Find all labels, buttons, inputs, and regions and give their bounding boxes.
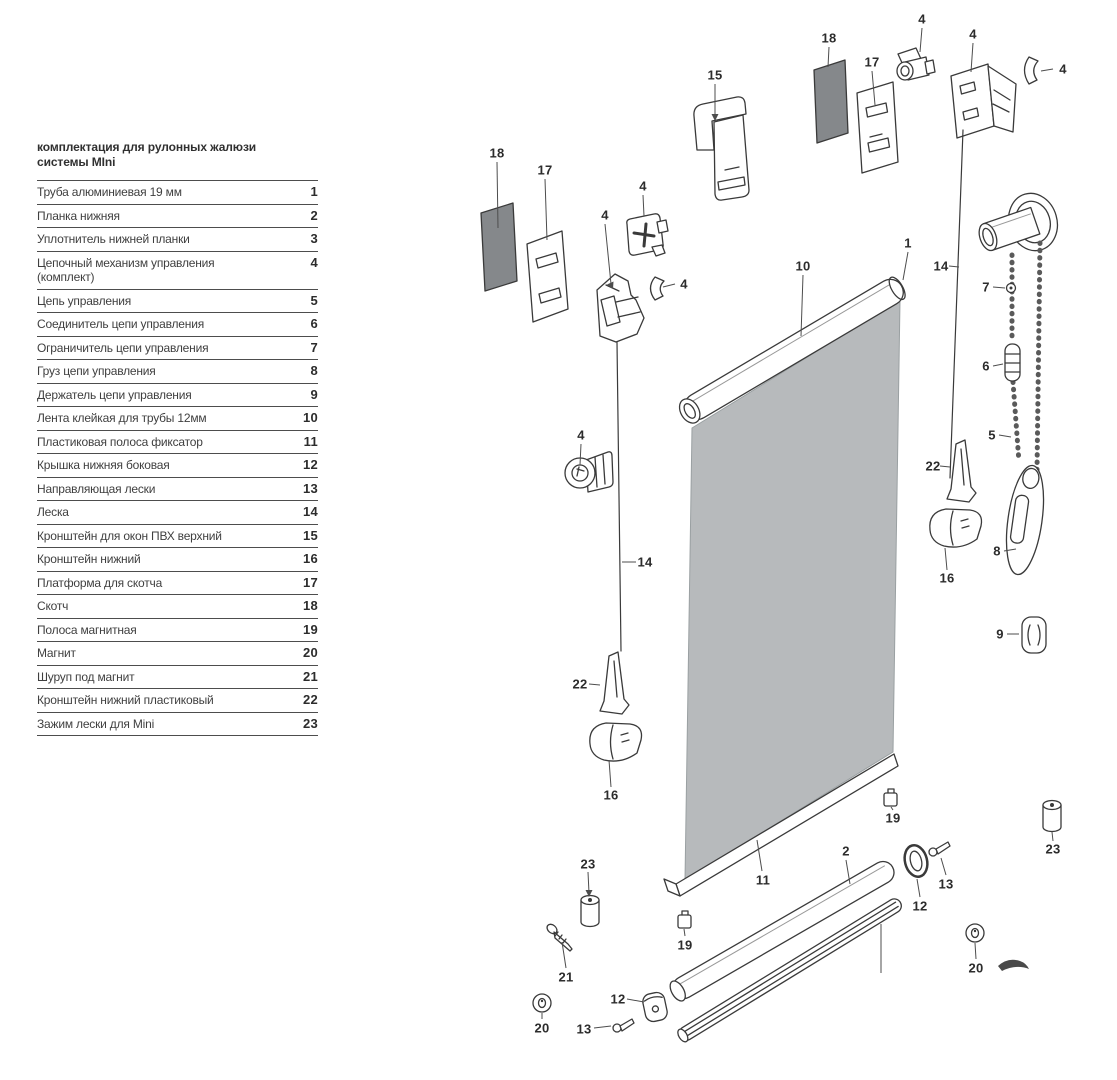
part-callout: 7 (982, 279, 990, 295)
part-8-weight-graphic (1001, 463, 1050, 577)
part-number: 18 (302, 598, 318, 613)
part-number: 14 (302, 504, 318, 519)
part-20-magnet-graphic (966, 924, 984, 942)
part-12-side-cap-right-graphic (901, 843, 930, 879)
part-callout: 11 (755, 872, 771, 888)
parts-list-title-line2: системы MIni (37, 155, 116, 169)
part-name: Цепь управления (37, 293, 132, 308)
part-name: Кронштейн нижний пластиковый (37, 693, 214, 707)
part-callout: 23 (580, 856, 596, 872)
part-name: Ограничитель цепи управления (37, 340, 209, 355)
part-15-top-bracket-graphic (694, 97, 749, 200)
part-callout: 20 (534, 1020, 550, 1036)
part-4-control-bracket-graphic (597, 274, 644, 342)
part-name: Магнит (37, 646, 76, 660)
part-callout: 16 (939, 570, 955, 586)
part-number: 23 (302, 715, 318, 731)
part-7-limiter-graphic (1007, 284, 1016, 293)
parts-list-title-line1: комплектация для рулонных жалюзи (37, 140, 257, 154)
part-name: Лента клейкая для трубы 12мм (37, 411, 207, 425)
part-callout: 19 (885, 810, 901, 826)
part-callout: 14 (933, 258, 949, 274)
part-callout: 4 (918, 11, 926, 27)
part-name: Цепочный механизм управления (комплект) (37, 255, 215, 284)
part-number: 6 (310, 316, 318, 331)
part-19-magnet-strip-graphic (884, 789, 897, 806)
part-number: 13 (302, 480, 318, 496)
part-name: Труба алюминиевая 19 мм (37, 185, 182, 199)
part-4-bracket-graphic (951, 64, 1016, 138)
part-21-screw-graphic (545, 922, 572, 951)
part-callout: 12 (912, 898, 928, 914)
part-name: Пластиковая полоса фиксатор (37, 434, 203, 449)
part-name: Крышка нижняя боковая (37, 458, 170, 472)
part-4-clip-graphic (1025, 57, 1039, 84)
part-17-platform-left-graphic (527, 231, 568, 322)
part-4-clip-left-graphic (651, 277, 665, 300)
part-callout: 4 (601, 207, 609, 223)
chain-control-unit-graphic (976, 188, 1064, 257)
part-callout: 12 (610, 991, 626, 1007)
part-callout: 21 (558, 969, 574, 985)
part-callout: 2 (842, 843, 850, 859)
part-13-line-guide-left-graphic (613, 1019, 634, 1032)
part-name: Держатель цепи управления (37, 387, 192, 402)
part-19-magnet-strip-left-graphic (678, 911, 691, 928)
part-callout: 13 (938, 876, 954, 892)
part-11-strip-end-graphic (664, 879, 680, 896)
part-name: Соединитель цепи управления (37, 317, 205, 331)
part-14-line-right-graphic (950, 130, 963, 478)
part-callout: 14 (637, 554, 653, 570)
part-callout: 9 (996, 626, 1004, 642)
part-name: Шуруп под магнит (37, 669, 135, 684)
part-callout: 22 (925, 458, 941, 474)
part-22-plastic-bracket-left-graphic (600, 652, 629, 714)
part-callout: 17 (537, 162, 553, 178)
part-callout: 16 (603, 787, 619, 803)
part-name: Планка нижняя (37, 208, 120, 223)
part-callout: 8 (993, 543, 1001, 559)
part-name: Полоса магнитная (37, 622, 137, 637)
part-callout: 20 (968, 960, 984, 976)
part-name: Кронштейн нижний (37, 552, 141, 566)
part-number: 1 (310, 184, 318, 199)
part-number: 16 (302, 551, 318, 566)
part-number: 21 (302, 668, 318, 684)
part-callout: 4 (639, 178, 647, 194)
part-16-bottom-bracket-graphic (930, 509, 982, 547)
part-name: Кронштейн для окон ПВХ верхний (37, 528, 222, 543)
part-18-tape-top-graphic (814, 60, 848, 143)
part-4-plus-piece-graphic (627, 214, 668, 256)
part-number: 10 (302, 410, 318, 425)
part-6-connector-graphic (1005, 344, 1020, 381)
part-number: 12 (302, 457, 318, 472)
part-number: 20 (302, 645, 318, 660)
part-callout: 19 (677, 937, 693, 953)
part-name: Направляющая лески (37, 481, 156, 496)
part-name: Уплотнитель нижней планки (37, 232, 190, 246)
part-number: 19 (302, 621, 318, 637)
part-9-chain-holder-graphic (1022, 617, 1046, 653)
part-callout: 10 (795, 258, 811, 274)
part-name: Зажим лески для Mini (37, 716, 155, 731)
part-number: 5 (310, 292, 318, 308)
part-4-plug-graphic (565, 452, 613, 492)
part-number: 22 (302, 692, 318, 707)
part-14-line-left-graphic (617, 342, 621, 651)
part-callout: 4 (680, 276, 688, 292)
part-4-mechanism-piece-graphic (897, 48, 935, 80)
part-number: 4 (310, 254, 318, 270)
part-13-line-guide-right-graphic (929, 842, 950, 856)
seal-sample-graphic (998, 960, 1029, 971)
part-callout: 18 (821, 30, 837, 46)
part-12-side-cap-left-graphic (641, 991, 668, 1023)
part-callout: 15 (707, 67, 723, 83)
part-18-tape-left-graphic (481, 203, 517, 291)
part-callout: 13 (576, 1021, 592, 1037)
part-number: 9 (310, 386, 318, 402)
part-callout: 1 (904, 235, 912, 251)
part-number: 8 (310, 363, 318, 378)
part-name: Груз цепи управления (37, 364, 156, 378)
part-callout: 22 (572, 676, 588, 692)
part-callout: 17 (864, 54, 880, 70)
part-number: 17 (302, 574, 318, 590)
part-name: Платформа для скотча (37, 575, 163, 590)
part-name: Леска (37, 505, 69, 519)
part-20-magnet-left-graphic (533, 994, 551, 1012)
part-callout: 23 (1045, 841, 1061, 857)
part-callout: 4 (969, 26, 977, 42)
part-callout: 4 (1059, 61, 1067, 77)
part-name: Скотч (37, 599, 69, 613)
part-callout: 4 (577, 427, 585, 443)
part-number: 3 (310, 231, 318, 246)
part-number: 15 (302, 527, 318, 543)
part-number: 11 (303, 433, 318, 449)
part-number: 7 (310, 339, 318, 355)
part-17-platform-top-graphic (857, 82, 898, 173)
part-16-bottom-bracket-left-graphic (590, 723, 642, 761)
part-23-line-clamp-left-graphic (581, 896, 599, 927)
part-callout: 6 (982, 358, 990, 374)
part-callout: 5 (988, 427, 996, 443)
part-23-line-clamp-graphic (1043, 801, 1061, 832)
part-callout: 18 (489, 145, 505, 161)
part-number: 2 (310, 207, 318, 223)
